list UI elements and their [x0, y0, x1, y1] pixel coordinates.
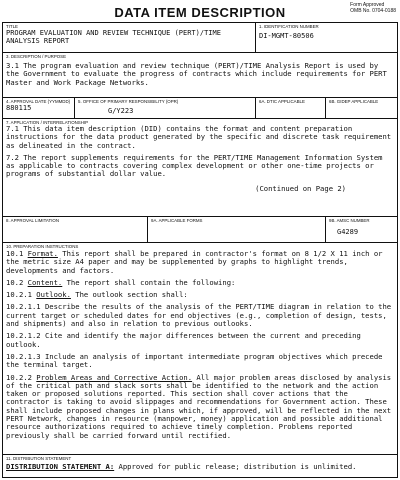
row-description: [3, 53, 397, 98]
distribution-label: 11. DISTRIBUTION STATEMENT: [6, 456, 72, 461]
instruction-10-2-1-2: 10.2.1.2 Cite and identify the major differences between the current and preceding outlook.: [6, 331, 361, 349]
form-grid: [2, 22, 398, 478]
distribution-statement-text: Approved for public release; distribution is unlimited.: [118, 462, 357, 471]
approval-date-label: 4. APPROVAL DATE (YYMMDD): [6, 99, 71, 104]
title-block: [3, 23, 256, 52]
application-label: 7. APPLICATION / INTERRELATIONSHIP: [6, 120, 89, 125]
description-label: 3. DESCRIPTION / PURPOSE: [6, 54, 67, 59]
applicable-forms-block: [148, 217, 326, 242]
amsc-value: G4289: [337, 228, 359, 236]
application-para-7-1: 7.1 This data item description (DID) contains the format and content preparation instructions for the data product generated by the specific and discrete task requirement as delineated in the contract.: [6, 124, 392, 150]
identification-label: 1. IDENTIFICATION NUMBER: [259, 24, 319, 29]
approval-date-block: [3, 98, 75, 118]
row-title: [3, 23, 397, 53]
row-instructions: [3, 243, 397, 455]
amsc-label: 9B. AMSC NUMBER: [329, 218, 370, 223]
distribution-statement: [6, 463, 394, 471]
instruction-10-1-text: This report shall be prepared in contractor's format on 8 1/2 X 11 inch or the metric size A4 paper and may be supplemented by graphs to highlight trends, developments and factors.: [6, 249, 383, 275]
instruction-10-2-1-heading: Outlook.: [36, 290, 71, 300]
instruction-10-2-1: [6, 291, 394, 299]
amsc-block: [326, 217, 397, 242]
instruction-10-1-heading: Format.: [27, 249, 58, 258]
instruction-10-2: [6, 279, 394, 287]
approval-limitation-label: 8. APPROVAL LIMITATION: [6, 218, 60, 223]
instruction-10-2-1-number: 10.2.1: [6, 290, 32, 300]
title-value: PROGRAM EVALUATION AND REVIEW TECHNIQUE (PERT)/TIME ANALYSIS REPORT: [6, 29, 221, 46]
continued-note: (Continued on Page 2): [255, 183, 346, 193]
identification-number: DI-MGMT-80506: [259, 32, 314, 40]
description-block: [3, 53, 397, 97]
form-title: DATA ITEM DESCRIPTION: [114, 5, 286, 20]
opr-value: G/Y223: [108, 107, 134, 115]
description-text: 3.1 The program evaluation and review technique (PERT)/TIME Analysis Report is used by the Government to evaluate the progress of contracts which include requirements for PERT Master and Work Package Networks.: [6, 61, 387, 87]
row-application: [3, 119, 397, 217]
distribution-statement-label: DISTRIBUTION STATEMENT A:: [6, 462, 115, 471]
form-approved-text: Form Approved: [350, 2, 385, 8]
instruction-10-2-number: 10.2: [6, 277, 24, 287]
dtic-block: [256, 98, 326, 118]
instructions-label: 10. PREPARATION INSTRUCTIONS: [6, 244, 79, 249]
row-approval: [3, 98, 397, 119]
distribution-block: [3, 455, 397, 477]
form-header: [2, 2, 398, 22]
instruction-10-1-number: 10.1: [6, 249, 24, 258]
omb-approval: [350, 2, 396, 14]
approval-limitation-block: [3, 217, 148, 242]
gidep-label: 6B. GIDEP APPLICABLE: [329, 99, 379, 104]
row-distribution: [3, 455, 397, 477]
instruction-10-2-text: The report shall contain the following:: [66, 277, 236, 287]
instruction-10-2-2-heading: Problem Areas and Corrective Action.: [36, 372, 193, 382]
instruction-10-2-heading: Content.: [27, 277, 63, 287]
opr-label: 5. OFFICE OF PRIMARY RESPONSIBILITY (OPR): [78, 99, 179, 104]
instruction-10-2-1-3: 10.2.1.3 Include an analysis of important intermediate program objectives which precede the terminal target.: [6, 351, 383, 370]
title-label: TITLE: [6, 24, 18, 29]
application-block: [3, 119, 397, 216]
instruction-10-2-1-1: 10.2.1.1 Describe the results of the analysis of the PERT/TIME diagram in relation to the current target or scheduled dates for end objectives (e.g., completion of design, tests, and shipments) and also in relation to previous outlooks.: [6, 302, 392, 329]
row-limitation: [3, 217, 397, 243]
opr-block: [75, 98, 256, 118]
instruction-10-2-2-text: All major problem areas disclosed by analysis of the critical path and slack sorts shall be identified to the network and the action taken or proposed solutions reported. This section shall cover actions that the contractor is taking to avoid slippages and recommendations for Government action. These shall include proposed changes in plans which, if approved, will be reflected in the next PERT Network, changes in resource (manpower, money) application and possible additional resource authorizations required to achieve timely completion. Problems reported previously shall be carried forward until rectified.: [6, 372, 392, 440]
instructions-block: [3, 243, 397, 454]
approval-date-value: 880115: [6, 104, 32, 112]
application-para-7-2: 7.2 The report supplements requirements for the PERT/TIME Management Information System as applicable to contracts covering complex development or other one-time projects or programs of substantial dollar value.: [6, 152, 383, 179]
gidep-block: [326, 98, 397, 118]
applicable-forms-label: 9A. APPLICABLE FORMS: [151, 218, 203, 223]
instruction-10-2-2-number: 10.2.2: [6, 372, 32, 382]
instruction-10-2-1-text: The outlook section shall:: [75, 290, 188, 300]
omb-number: OMB No. 0704-0188: [350, 8, 396, 14]
dtic-label: 6A. DTIC APPLICABLE: [259, 99, 305, 104]
instruction-10-1: [6, 250, 394, 275]
instruction-10-2-2: [6, 374, 394, 440]
identification-block: [256, 23, 397, 52]
